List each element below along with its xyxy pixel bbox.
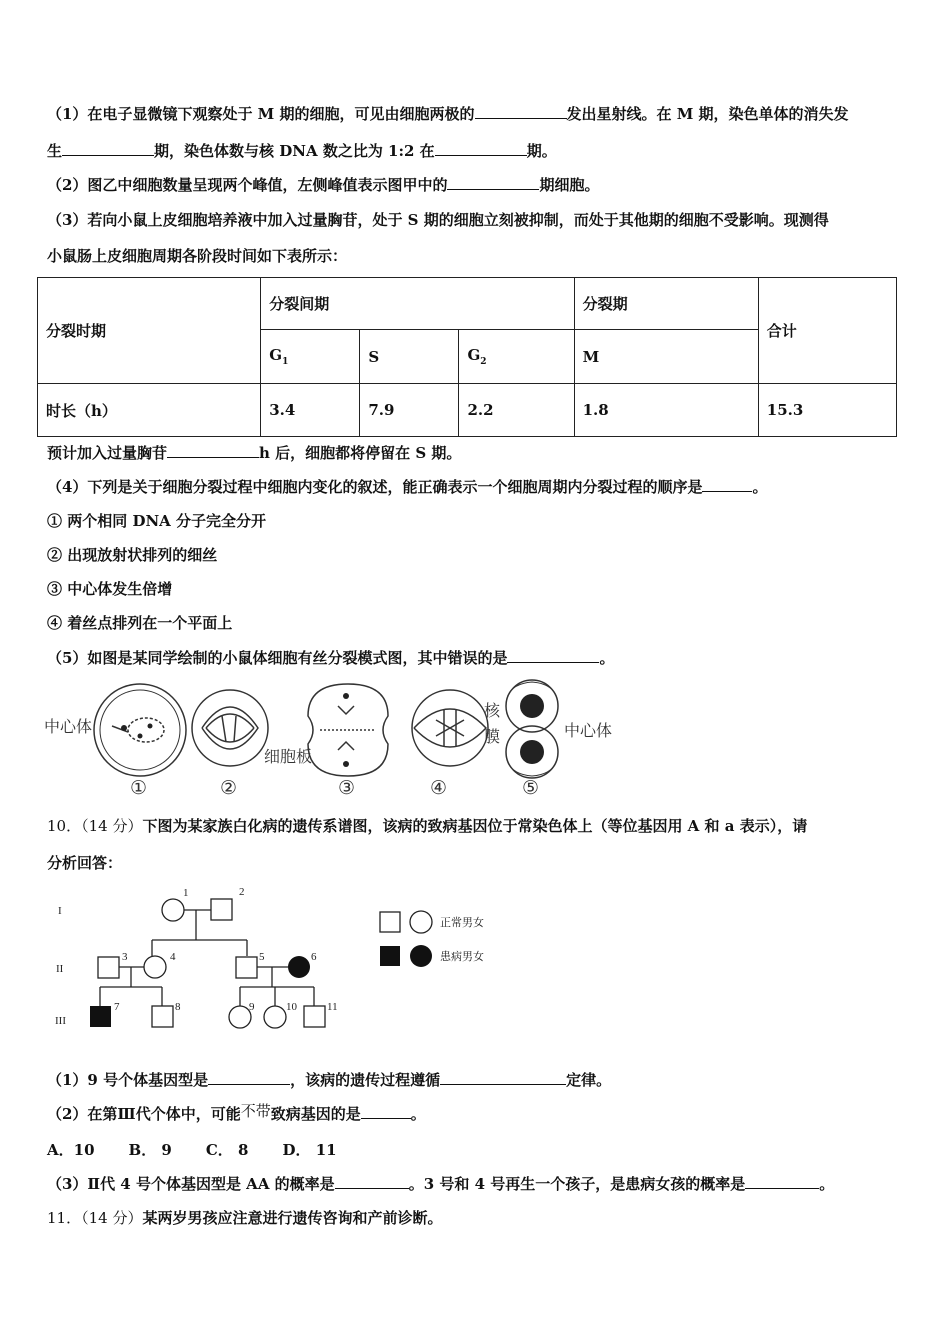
id-2: 2 xyxy=(239,886,245,898)
q9-part4: （4）下列是关于细胞分裂过程中细胞内变化的叙述，能正确表示一个细胞周期内分裂过程的顺序是 。 xyxy=(47,478,768,496)
id-5: 5 xyxy=(259,951,265,963)
q9-part1-line1: （1）在电子显微镜下观察处于 M 期的细胞，可见由细胞两极的 发出星射线。在 M 期，染色单体的消失发 xyxy=(47,105,849,123)
answer-blank[interactable] xyxy=(507,648,599,663)
q10-options xyxy=(47,1139,371,1160)
answer-blank[interactable] xyxy=(475,104,567,119)
mitosis-header: 分裂期 xyxy=(574,278,758,330)
phase-g1: $G_1$ xyxy=(261,330,360,384)
value-s: 7.9 xyxy=(360,384,459,437)
answer-blank[interactable] xyxy=(745,1174,819,1189)
id-8: 8 xyxy=(175,1001,181,1013)
id-11: 11 xyxy=(327,1001,338,1013)
q9-part3-line1: （3）若向小鼠上皮细胞培养液中加入过量胸苷，处于 S 期的细胞立刻被抑制，而处于其他期的细胞不受影响。现测得 xyxy=(47,211,829,229)
value-g2: 2.2 xyxy=(459,384,574,437)
list-item: ② 出现放射状排列的细丝 xyxy=(47,546,218,564)
label-nuclear-2: 膜 xyxy=(484,729,501,746)
interphase-header: 分裂间期 xyxy=(261,278,574,330)
id-1: 1 xyxy=(183,887,189,899)
label-cell-plate: 细胞板 xyxy=(264,749,313,766)
id-9: 9 xyxy=(249,1001,255,1013)
fig-num-5: ⑤ xyxy=(522,777,540,799)
pedigree-chart xyxy=(40,880,520,1040)
row-header-cell: 分裂时期 xyxy=(38,278,261,384)
value-m: 1.8 xyxy=(574,384,758,437)
gen-label-1: I xyxy=(58,905,62,917)
q10-part3: （3）Ⅱ代 4 号个体基因型是 AA 的概率是 。3 号和 4 号再生一个孩子，是患病女孩的概率是 。 xyxy=(47,1175,835,1193)
fig-num-4: ④ xyxy=(430,777,448,799)
gen-label-3: III xyxy=(55,1015,66,1027)
label-centrosome-left: 中心体 xyxy=(44,719,93,736)
answer-blank[interactable] xyxy=(440,1070,566,1085)
label-nuclear-1: 核 xyxy=(484,703,501,720)
legend-affected: 患病男女 xyxy=(440,951,484,963)
answer-blank[interactable] xyxy=(702,477,752,492)
q9-part3-line2: 小鼠肠上皮细胞周期各阶段时间如下表所示： xyxy=(47,247,348,265)
answer-blank[interactable] xyxy=(361,1104,411,1119)
fig-num-2: ② xyxy=(220,777,238,799)
time-label: 时长（h） xyxy=(38,384,261,437)
value-total: 15.3 xyxy=(758,384,896,437)
phase-m: M xyxy=(574,330,758,384)
answer-blank[interactable] xyxy=(62,141,154,156)
total-header: 合计 xyxy=(758,278,896,384)
id-7: 7 xyxy=(114,1001,120,1013)
fig-num-1: ① xyxy=(130,777,148,799)
answer-blank[interactable] xyxy=(208,1070,290,1085)
mitosis-diagram xyxy=(40,676,640,802)
gen-label-2: II xyxy=(56,963,64,975)
id-6: 6 xyxy=(311,951,317,963)
q10-stem-line1: 10．（14 分）下图为某家族白化病的遗传系谱图，该病的致病基因位于常染色体上（等位基因用 A 和 a 表示），请 xyxy=(47,817,808,835)
q10-part1: （1）9 号个体基因型是 ，该病的遗传过程遵循 定律。 xyxy=(47,1071,612,1089)
option-d[interactable]: D． 11 xyxy=(282,1141,337,1159)
option-a[interactable]: A．10 xyxy=(47,1141,95,1159)
option-c[interactable]: C． 8 xyxy=(205,1141,249,1159)
q10-part2: （2）在第Ⅲ代个体中，可能不带致病基因的是 。 xyxy=(47,1102,426,1123)
answer-blank[interactable] xyxy=(335,1174,409,1189)
list-item: ④ 着丝点排列在一个平面上 xyxy=(47,614,233,632)
option-b[interactable]: B． 9 xyxy=(128,1141,172,1159)
id-10: 10 xyxy=(286,1001,297,1013)
value-g1: 3.4 xyxy=(261,384,360,437)
answer-blank[interactable] xyxy=(447,175,539,190)
q10-stem-line2: 分析回答： xyxy=(47,854,123,872)
list-item: ③ 中心体发生倍增 xyxy=(47,580,173,598)
cell-cycle-table xyxy=(37,277,897,437)
q9-part3-answer: 预计加入过量胸苷 h 后，细胞都将停留在 S 期。 xyxy=(47,444,462,462)
list-item: ① 两个相同 DNA 分子完全分开 xyxy=(47,512,267,530)
q11-stem: 11．（14 分）某两岁男孩应注意进行遗传咨询和产前诊断。 xyxy=(47,1209,443,1227)
id-3: 3 xyxy=(122,951,128,963)
id-4: 4 xyxy=(170,951,176,963)
answer-blank[interactable] xyxy=(167,443,259,458)
q9-part5: （5）如图是某同学绘制的小鼠体细胞有丝分裂模式图，其中错误的是 。 xyxy=(47,649,615,667)
fig-num-3: ③ xyxy=(338,777,356,799)
q9-part2: （2）图乙中细胞数量呈现两个峰值，左侧峰值表示图甲中的 期细胞。 xyxy=(47,176,600,194)
q9-part1-line2: 生 期，染色体数与核 DNA 数之比为 1:2 在 期。 xyxy=(47,142,557,160)
answer-blank[interactable] xyxy=(435,141,527,156)
phase-g2: $G_2$ xyxy=(459,330,574,384)
phase-s: S xyxy=(360,330,459,384)
label-centrosome-right: 中心体 xyxy=(564,723,613,740)
legend-normal: 正常男女 xyxy=(440,917,484,929)
